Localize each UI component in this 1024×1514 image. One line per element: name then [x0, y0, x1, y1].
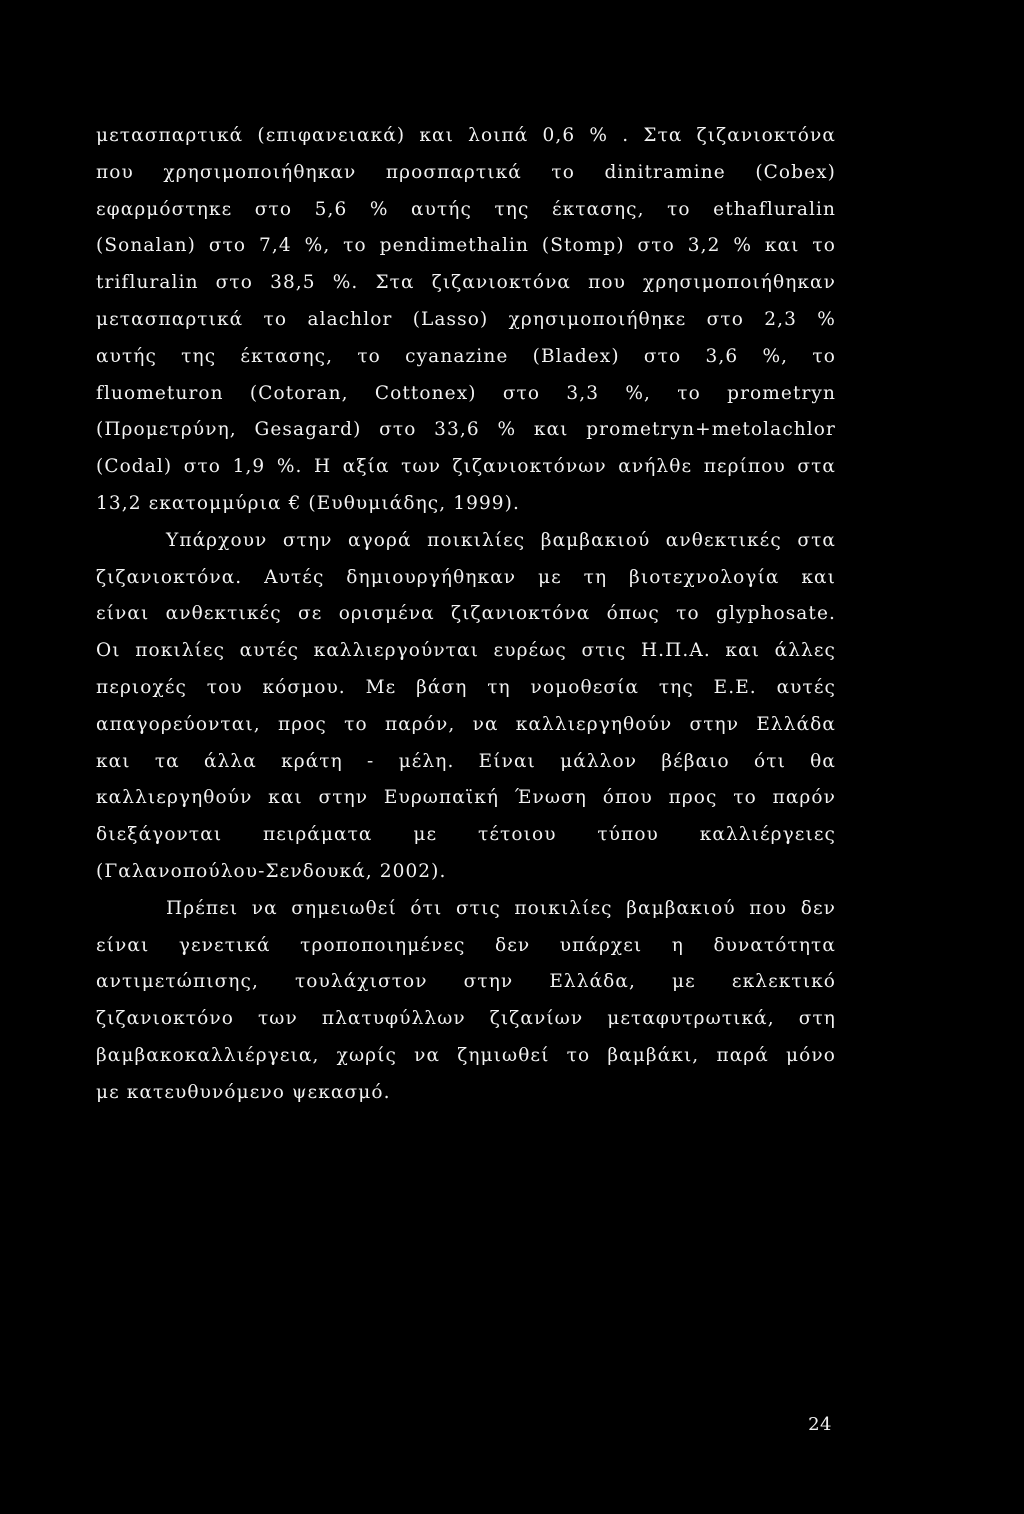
text-line: είναι ανθεκτικές σε ορισμένα ζιζανιοκτόνα όπως το glyphosate.	[96, 603, 836, 625]
text-line: απαγορεύονται, προς το παρόν, να καλλιεργηθούν στην Ελλάδα	[96, 713, 836, 735]
text-line: μετασπαρτικά (επιφανειακά) και λοιπά 0,6 % . Στα ζιζανιοκτόνα	[96, 125, 836, 146]
text-line: ζιζανιοκτόνο των πλατυφύλλων ζιζανίων μεταφυτρωτικά, στη	[96, 1008, 836, 1030]
text-line: ζιζανιοκτόνα. Αυτές δημιουργήθηκαν με τη βιοτεχνολογία και	[96, 566, 836, 588]
text-line: καλλιεργηθούν και στην Ευρωπαϊκή Ένωση όπου προς το παρόν	[96, 787, 836, 809]
text-line: με κατευθυνόμενο ψεκασμό.	[96, 1081, 391, 1103]
text-line: Πρέπει να σημειωθεί ότι στις ποικιλίες βαμβακιού που δεν	[166, 897, 836, 919]
text-line: που χρησιμοποιήθηκαν προσπαρτικά το dinitramine (Cobex)	[96, 161, 836, 183]
text-line: μετασπαρτικά το alachlor (Lasso) χρησιμοποιήθηκε στο 2,3 %	[96, 308, 836, 330]
body-text	[96, 118, 836, 1112]
text-line: (Γαλανοπούλου-Σενδουκά, 2002).	[96, 860, 447, 882]
text-line: 13,2 εκατομμύρια € (Ευθυμιάδης, 1999).	[96, 492, 520, 514]
text-line: περιοχές του κόσμου. Με βάση τη νομοθεσία της Ε.Ε. αυτές	[96, 676, 836, 698]
text-line: διεξάγονται πειράματα με τέτοιου τύπου καλλιέργειες	[96, 824, 836, 846]
text-line: είναι γενετικά τροποποιημένες δεν υπάρχει η δυνατότητα	[96, 934, 836, 956]
text-line: Υπάρχουν στην αγορά ποικιλίες βαμβακιού ανθεκτικές στα	[166, 529, 836, 551]
text-line: fluometuron (Cotoran, Cottonex) στο 3,3 %, το prometryn	[96, 382, 836, 404]
text-line: (Sonalan) στο 7,4 %, το pendimethalin (Stomp) στο 3,2 % και το	[96, 235, 836, 257]
page-number: 24	[808, 1414, 832, 1435]
text-line: (Προμετρύνη, Gesagard) στο 33,6 % και prometryn+metolachlor	[96, 419, 836, 441]
text-line: εφαρμόστηκε στο 5,6 % αυτής της έκτασης, το ethafluralin	[96, 198, 836, 220]
text-line: και τα άλλα κράτη - μέλη. Είναι μάλλον βέβαιο ότι θα	[96, 750, 836, 772]
text-line: (Codal) στο 1,9 %. Η αξία των ζιζανιοκτόνων ανήλθε περίπου στα	[96, 456, 836, 478]
text-line: αυτής της έκτασης, το cyanazine (Bladex) στο 3,6 %, το	[96, 345, 836, 367]
text-line: βαμβακοκαλλιέργεια, χωρίς να ζημιωθεί το βαμβάκι, παρά μόνο	[96, 1044, 836, 1066]
text-line: trifluralin στο 38,5 %. Στα ζιζανιοκτόνα που χρησιμοποιήθηκαν	[96, 272, 836, 294]
text-line: Οι ποκιλίες αυτές καλλιεργούνται ευρέως στις Η.Π.Α. και άλλες	[96, 640, 836, 662]
text-line: αντιμετώπισης, τουλάχιστον στην Ελλάδα, με εκλεκτικό	[96, 971, 836, 993]
